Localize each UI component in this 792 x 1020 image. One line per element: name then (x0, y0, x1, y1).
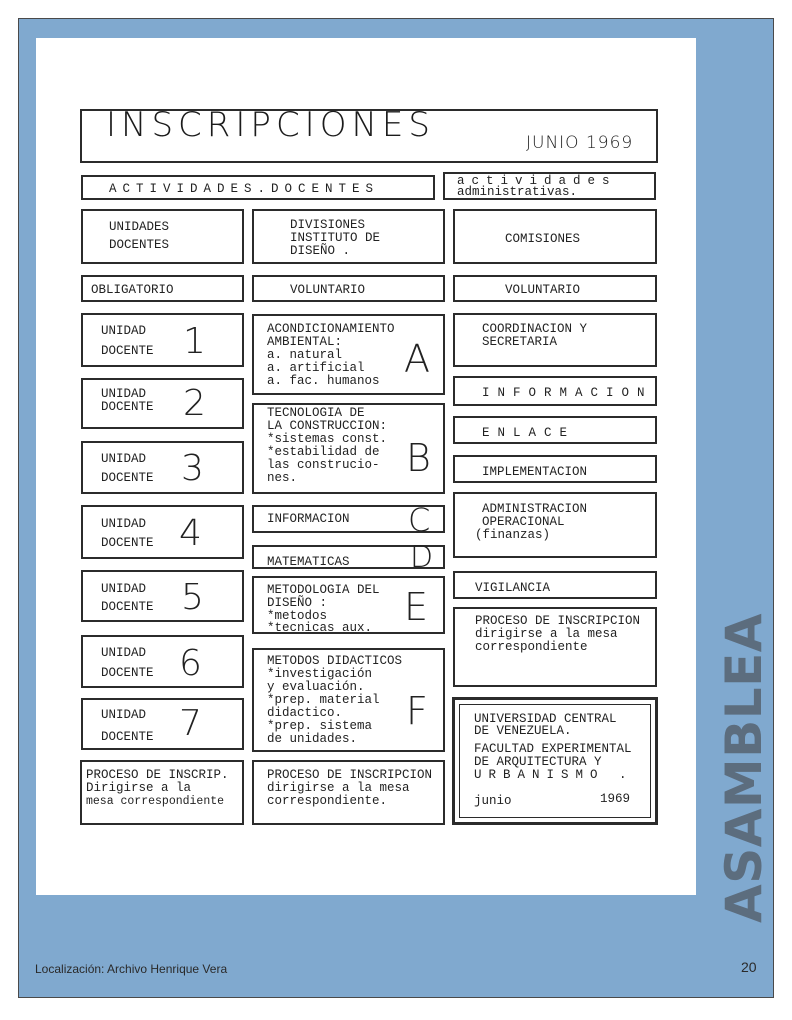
teaching-unit-7 (81, 698, 244, 750)
signature-line: DE ARQUITECTURA Y (474, 755, 602, 769)
division-e-line: *tecnicas aux. (267, 621, 373, 635)
commission-administration-line: OPERACIONAL (482, 515, 565, 529)
units-mode (81, 275, 244, 302)
unit-label: DOCENTE (101, 344, 154, 358)
division-f (252, 648, 445, 752)
unit-number: 6 (179, 643, 202, 684)
units-registration-process (80, 760, 244, 825)
division-d-letter: D (410, 540, 434, 575)
commission-surveillance (453, 571, 657, 599)
divisions-mode-label: VOLUNTARIO (290, 283, 366, 297)
unit-number: 5 (181, 577, 204, 618)
academic-activities-label: ACTIVIDADES.DOCENTES (109, 182, 380, 196)
divisions-mode (252, 275, 445, 302)
division-c-letter: C (408, 501, 431, 539)
division-b-letter: B (406, 436, 431, 480)
design-divisions-head-line-3: DISEÑO . (290, 244, 351, 258)
unit-label: DOCENTE (101, 730, 154, 744)
commission-administration-line: (finanzas) (475, 528, 551, 542)
division-f-line: *prep. sistema (267, 719, 373, 733)
unit-number: 2 (183, 383, 206, 424)
division-f-line: y evaluación. (267, 680, 365, 694)
commission-coordination-line: SECRETARIA (482, 335, 558, 349)
division-b-line: LA CONSTRUCCION: (267, 419, 388, 433)
units-process-line: mesa correspondiente (86, 795, 225, 808)
vertical-title-text: ASAMBLEA (715, 612, 773, 923)
teaching-unit-4 (81, 505, 244, 559)
divisions-process-line: correspondiente. (267, 794, 388, 808)
commission-process-line: dirigirse a la mesa (475, 627, 618, 641)
division-b-line: TECNOLOGIA DE (267, 406, 365, 420)
signature-line: DE VENEZUELA. (474, 724, 572, 738)
unit-label: UNIDAD (101, 452, 147, 466)
archive-source-caption: Localización: Archivo Henrique Vera (35, 962, 228, 976)
division-a-line: AMBIENTAL: (267, 335, 343, 349)
divisions-process-line: PROCESO DE INSCRIPCION (267, 768, 433, 782)
division-e-letter: E (404, 585, 429, 629)
division-c (252, 501, 445, 539)
commission-coordination (453, 313, 657, 367)
division-f-line: didactico. (267, 706, 343, 720)
division-f-line: de unidades. (267, 732, 358, 746)
commission-liaison-label: ENLACE (482, 426, 576, 440)
commission-surveillance-label: VIGILANCIA (475, 581, 551, 595)
administrative-activities-header (443, 172, 656, 200)
administrative-activities-label-1: actividades (457, 174, 617, 188)
commission-liaison (453, 416, 657, 444)
unit-number: 1 (183, 321, 206, 362)
unit-number: 7 (179, 703, 202, 744)
unit-label: UNIDAD (101, 324, 147, 338)
division-a (252, 314, 445, 395)
teaching-unit-2 (81, 378, 244, 429)
title-box (80, 105, 658, 163)
division-f-line: *prep. material (267, 693, 380, 707)
division-e-line: DISEÑO : (267, 596, 328, 610)
commission-administration (453, 492, 657, 558)
teaching-units-head (81, 209, 244, 264)
division-f-letter: F (406, 689, 428, 733)
design-divisions-head (252, 209, 445, 264)
signature-line: FACULTAD EXPERIMENTAL (474, 742, 632, 756)
commissions-mode-label: VOLUNTARIO (505, 283, 581, 297)
commission-process (453, 607, 657, 687)
unit-label: DOCENTE (101, 400, 154, 414)
unit-label: DOCENTE (101, 666, 154, 680)
division-b-line: las construcio- (267, 458, 380, 472)
page-number: 20 (741, 959, 757, 975)
units-process-line: PROCESO DE INSCRIP. (86, 768, 229, 782)
division-a-line: ACONDICIONAMIENTO (267, 322, 395, 336)
commission-administration-line: ADMINISTRACION (482, 502, 588, 516)
section-vertical-title (715, 612, 773, 923)
design-divisions-head-line-1: DIVISIONES (290, 218, 366, 232)
teaching-units-head-line-1: UNIDADES (109, 220, 170, 234)
unit-number: 4 (179, 513, 202, 554)
teaching-unit-5 (81, 570, 244, 622)
unit-label: UNIDAD (101, 517, 147, 531)
division-b-line: *estabilidad de (267, 445, 380, 459)
division-a-line: a. artificial (267, 361, 365, 375)
design-divisions-head-line-2: INSTITUTO DE (290, 231, 381, 245)
unit-label: UNIDAD (101, 387, 147, 401)
division-a-letter: A (404, 337, 430, 381)
commission-implementation (453, 455, 657, 483)
teaching-unit-3 (81, 441, 244, 494)
academic-activities-header (81, 175, 435, 200)
unit-label: UNIDAD (101, 646, 147, 660)
unit-number: 3 (181, 448, 204, 489)
divisions-process-line: dirigirse a la mesa (267, 781, 410, 795)
division-d (252, 540, 445, 575)
commission-process-line: PROCESO DE INSCRIPCION (475, 614, 641, 628)
date-header: JUNIO 1969 (526, 133, 634, 153)
unit-label: DOCENTE (101, 471, 154, 485)
unit-label: UNIDAD (101, 582, 147, 596)
division-a-line: a. fac. humanos (267, 374, 380, 388)
division-b-line: nes. (267, 471, 298, 485)
commission-implementation-label: IMPLEMENTACION (482, 465, 588, 479)
division-b (252, 403, 445, 494)
division-d-line: MATEMATICAS (267, 555, 350, 569)
unit-label: DOCENTE (101, 536, 154, 550)
university-signature-box (452, 697, 658, 825)
divisions-registration-process (252, 760, 445, 825)
signature-line: UNIVERSIDAD CENTRAL (474, 712, 617, 726)
teaching-unit-1 (81, 313, 244, 367)
division-e-line: METODOLOGIA DEL (267, 583, 380, 597)
commission-process-line: correspondiente (475, 640, 588, 654)
commissions-mode (453, 275, 657, 302)
commission-information-label: INFORMACION (482, 386, 653, 400)
division-e (252, 576, 445, 634)
teaching-unit-6 (81, 635, 244, 688)
document-title: INSCRIPCIONES (106, 105, 435, 145)
division-c-line: INFORMACION (267, 512, 350, 526)
teaching-units-head-line-2: DOCENTES (109, 238, 170, 252)
commission-information (453, 376, 657, 406)
division-b-line: *sistemas const. (267, 432, 388, 446)
division-f-line: METODOS DIDACTICOS (267, 654, 403, 668)
signature-year: 1969 (600, 792, 631, 806)
commissions-head-label: COMISIONES (505, 232, 581, 246)
commission-coordination-line: COORDINACION Y (482, 322, 588, 336)
division-f-line: *investigación (267, 667, 373, 681)
unit-label: UNIDAD (101, 708, 147, 722)
university-signature-inner (459, 704, 651, 818)
commissions-head (453, 209, 657, 264)
signature-month: junio (474, 794, 512, 808)
units-process-line: Dirigirse a la (86, 781, 192, 795)
division-a-line: a. natural (267, 348, 343, 362)
signature-line: URBANISMO . (474, 768, 634, 782)
division-e-line: *metodos (267, 609, 328, 623)
unit-label: DOCENTE (101, 600, 154, 614)
units-mode-label: OBLIGATORIO (91, 283, 174, 297)
administrative-activities-label-2: administrativas. (457, 185, 578, 199)
